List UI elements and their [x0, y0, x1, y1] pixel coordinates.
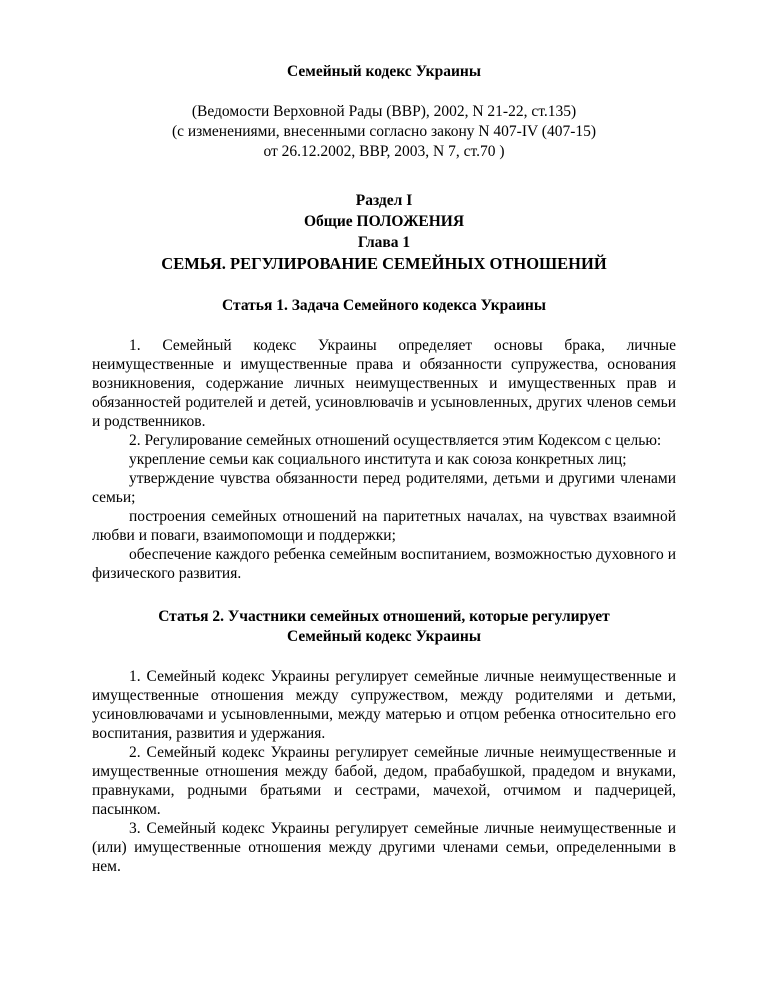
chapter-number: Глава 1: [357, 234, 411, 251]
document-title: Семейный кодекс Украины: [287, 63, 481, 80]
section-header: [92, 190, 676, 274]
article-2-body: [92, 667, 676, 876]
chapter-name: СЕМЬЯ. РЕГУЛИРОВАНИЕ СЕМЕЙНЫХ ОТНОШЕНИЙ: [161, 254, 607, 273]
section-number: Раздел I: [355, 192, 413, 209]
paragraph: обеспечение каждого ребенка семейным воспитанием, возможностью духовного и физического развития.: [92, 546, 676, 582]
article-1-body: [92, 336, 676, 583]
article-2-title: [92, 607, 676, 647]
article-2-title-line-2: Семейный кодекс Украины: [287, 628, 481, 645]
paragraph: утверждение чувства обязанности перед родителями, детьми и другими членами семьи;: [92, 470, 676, 506]
source-line: (Ведомости Верховной Рады (ВВР), 2002, N 21-22, ст.135): [191, 103, 577, 120]
source-line: от 26.12.2002, ВВР, 2003, N 7, ст.70 ): [263, 143, 505, 160]
document-page: [92, 62, 676, 876]
article-2-title-line-1: Статья 2. Участники семейных отношений, которые регулирует: [158, 608, 610, 625]
paragraph: укрепление семьи как социального института и как союза конкретных лиц;: [129, 451, 627, 468]
paragraph: 2. Регулирование семейных отношений осуществляется этим Кодексом с целью:: [129, 432, 662, 449]
paragraph: 1. Семейный кодекс Украины определяет основы брака, личные неимущественные и имущественные права и обязанности супружества, основания возникновения, содержание личных неимущественных и имущественных прав и обязанностей родителей и детей, усиновлювачів и усыновленных, других членов семьи и родственников.: [92, 337, 676, 430]
paragraph: 2. Семейный кодекс Украины регулирует семейные личные неимущественные и имущественные отношения между бабой, дедом, прабабушкой, прадедом и внуками, правнуками, родными братьями и сестрами, мачехой, отчимом и падчерицей, пасынком.: [92, 744, 676, 818]
section-name: Общие ПОЛОЖЕНИЯ: [303, 213, 465, 230]
paragraph: 1. Семейный кодекс Украины регулирует семейные личные неимущественные и имущественные отношения между супружеством, между родителями и детьми, усиновлювачами и усыновленными, между матерью и отцом ребенка относительно его воспитания, развития и удержания.: [92, 668, 676, 742]
paragraph: 3. Семейный кодекс Украины регулирует семейные личные неимущественные и (или) имущественные отношения между другими членами семьи, определенными в нем.: [92, 820, 676, 875]
source-line: (с изменениями, внесенными согласно закону N 407-IV (407-15): [171, 123, 597, 140]
article-1-title: Статья 1. Задача Семейного кодекса Украины: [222, 297, 546, 314]
paragraph: построения семейных отношений на паритетных началах, на чувствах взаимной любви и поваги, взаимопомощи и поддержки;: [92, 508, 676, 544]
source-reference: [92, 102, 676, 162]
